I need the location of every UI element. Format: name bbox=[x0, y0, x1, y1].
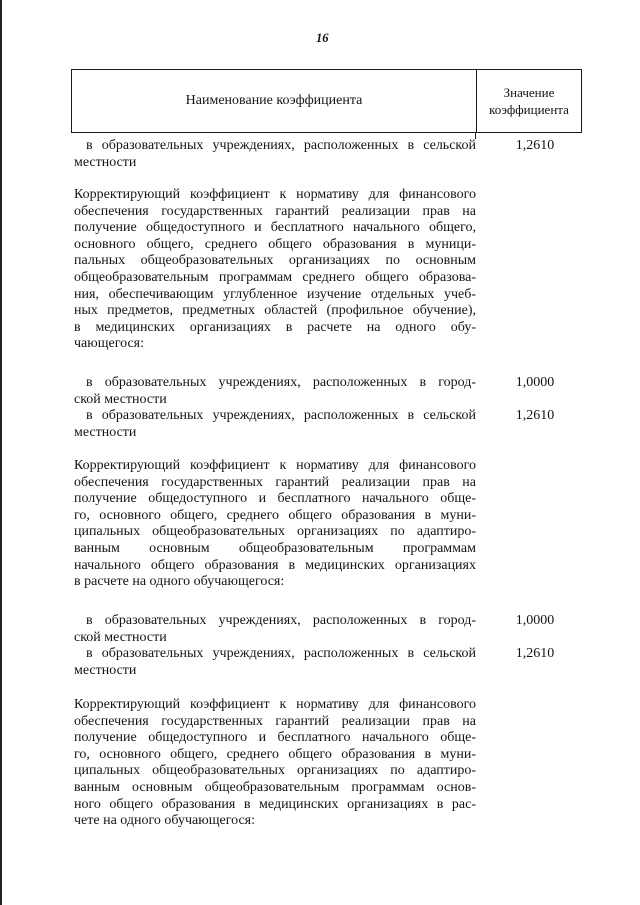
scan-edge bbox=[0, 0, 2, 905]
table-row bbox=[74, 408, 476, 441]
table-header bbox=[71, 69, 582, 133]
table-row bbox=[74, 375, 476, 408]
row-text-line: в образовательных учреждениях, расположенных в сельской bbox=[86, 646, 476, 661]
coefficient-description bbox=[74, 458, 476, 591]
row-text-line: в образовательных учреждениях, расположенных в сельской bbox=[86, 408, 476, 423]
text-line: в расчете на одного обучающегося: bbox=[74, 574, 285, 590]
table-row bbox=[74, 613, 476, 646]
text-line: ципальных общеобразовательных организациях по адаптиро- bbox=[74, 524, 476, 540]
row-text-line: в образовательных учреждениях, расположенных в сельской bbox=[86, 138, 476, 153]
text-line: Корректирующий коэффициент к нормативу для финансового bbox=[74, 697, 476, 712]
page-number: 16 bbox=[316, 31, 329, 45]
header-value-cell bbox=[477, 70, 581, 132]
coefficient-description bbox=[74, 697, 476, 830]
text-line: чете на одного обучающегося: bbox=[74, 813, 255, 829]
text-line: ципальных общеобразовательных организациях по адаптиро- bbox=[74, 763, 476, 779]
text-line: ванным основным общеобразовательным программам bbox=[74, 540, 476, 556]
text-line: ванным основным общеобразовательным программам основ- bbox=[74, 779, 476, 795]
text-line: обеспечения государственных гарантий реализации прав на bbox=[74, 713, 476, 729]
row-text-line: в образовательных учреждениях, расположенных в город- bbox=[86, 375, 476, 390]
text-line: Корректирующий коэффициент к нормативу для финансового bbox=[74, 458, 476, 473]
row-value: 1,0000 bbox=[515, 375, 555, 390]
text-line: пальных общеобразовательных организациях по основным bbox=[74, 253, 476, 269]
row-text-line: местности bbox=[74, 154, 137, 170]
row-text-line: местности bbox=[74, 424, 137, 440]
text-line: начального общего образования в медицинских организациях bbox=[74, 557, 476, 573]
text-line: получение общедоступного и бесплатного начального обще- bbox=[74, 730, 476, 746]
header-name-cell: Наименование коэффициента bbox=[185, 93, 363, 108]
text-line: обеспечения государственных гарантий реализации прав на bbox=[74, 474, 476, 490]
row-text-line: в образовательных учреждениях, расположенных в город- bbox=[86, 613, 476, 628]
row-text-line: местности bbox=[74, 662, 137, 678]
text-line: го, основного общего, среднего общего образования в муни- bbox=[74, 746, 476, 762]
text-line: ния, обеспечивающим углубленное изучение отдельных учеб- bbox=[74, 286, 476, 302]
text-line: получение общедоступного и бесплатного начального общего, bbox=[74, 220, 476, 236]
text-line: ного общего образования в медицинских организациях в рас- bbox=[74, 796, 476, 812]
text-line: чающегося: bbox=[74, 336, 144, 352]
table-row bbox=[74, 138, 476, 171]
text-line: Корректирующий коэффициент к нормативу для финансового bbox=[74, 187, 476, 202]
header-value-line1: Значение bbox=[503, 85, 555, 100]
row-value: 1,2610 bbox=[515, 408, 555, 423]
text-line: го, основного общего, среднего общего образования в муни- bbox=[74, 507, 476, 523]
text-line: в медицинских организациях в расчете на одного обу- bbox=[74, 319, 476, 335]
table-row bbox=[74, 646, 476, 679]
text-line: получение общедоступного и бесплатного начального обще- bbox=[74, 491, 476, 507]
row-text-line: ской местности bbox=[74, 391, 167, 407]
row-value: 1,2610 bbox=[515, 138, 555, 153]
row-text-line: ской местности bbox=[74, 629, 167, 645]
text-line: основного общего, среднего общего образования в муници- bbox=[74, 236, 476, 252]
coefficient-description bbox=[74, 187, 476, 353]
row-value: 1,2610 bbox=[515, 646, 555, 661]
text-line: общеобразовательным программам среднего общего образова- bbox=[74, 269, 476, 285]
text-line: обеспечения государственных гарантий реализации прав на bbox=[74, 203, 476, 219]
row-value: 1,0000 bbox=[515, 613, 555, 628]
text-line: ных предметов, предметных областей (профильное обучение), bbox=[74, 303, 476, 319]
header-value-line2: коэффициента bbox=[489, 102, 569, 117]
